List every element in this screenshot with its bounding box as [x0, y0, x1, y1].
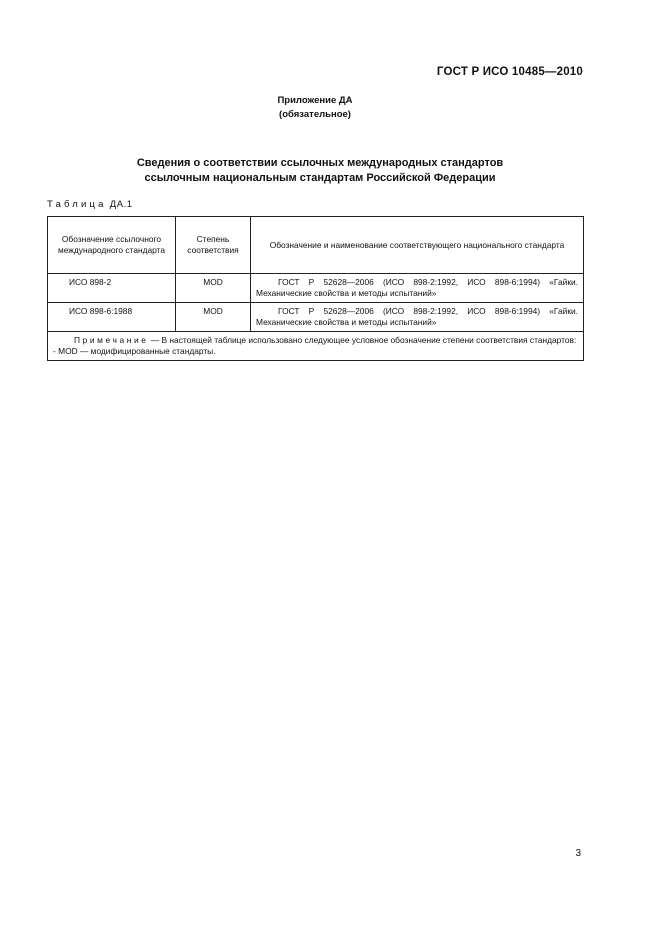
- note-text: [53, 335, 578, 346]
- column-header-degree: Степень соответствия: [176, 217, 251, 274]
- table-note-row: [48, 332, 584, 361]
- note-item: - MOD — модифицированные стандарты.: [53, 346, 216, 356]
- correspondence-table: [47, 216, 584, 361]
- section-heading-line-2: ссылочным национальным стандартам Российской Федерации: [144, 172, 496, 184]
- note-body: — В настоящей таблице использовано следующее условное обозначение степени соответствия стандартов:: [148, 335, 577, 345]
- cell-national-standard: ГОСТ Р 52628—2006 (ИСО 898-2:1992, ИСО 898-6:1994) «Гайки. Механические свойства и методы испытаний»: [251, 274, 584, 303]
- appendix-status: (обязательное): [279, 109, 351, 120]
- column-header-national-standard: Обозначение и наименование соответствующего национального стандарта: [251, 217, 584, 274]
- section-heading-line-1: Сведения о соответствии ссылочных международных стандартов: [136, 157, 504, 169]
- cell-degree: MOD: [176, 303, 251, 332]
- table-caption-word: Таблица: [47, 199, 107, 210]
- column-header-international-standard: Обозначение ссылочного международного стандарта: [48, 217, 176, 274]
- table-note: [48, 332, 584, 361]
- cell-international-standard: ИСО 898-6:1988: [48, 303, 176, 332]
- cell-international-standard: ИСО 898-2: [48, 274, 176, 303]
- table-header-row: [48, 217, 584, 274]
- page-number: 3: [575, 848, 581, 859]
- cell-national-standard: ГОСТ Р 52628—2006 (ИСО 898-2:1992, ИСО 898-6:1994) «Гайки. Механические свойства и методы испытаний»: [251, 303, 584, 332]
- note-label: Примечание: [74, 335, 149, 345]
- appendix-title: Приложение ДА: [277, 95, 353, 106]
- appendix-block: [0, 94, 630, 122]
- document-code: ГОСТ Р ИСО 10485—2010: [436, 66, 583, 78]
- table-caption: [47, 199, 133, 210]
- section-heading: [0, 156, 640, 186]
- table-row: [48, 274, 584, 303]
- cell-degree: MOD: [176, 274, 251, 303]
- table-caption-number: ДА.1: [109, 199, 133, 210]
- table-row: [48, 303, 584, 332]
